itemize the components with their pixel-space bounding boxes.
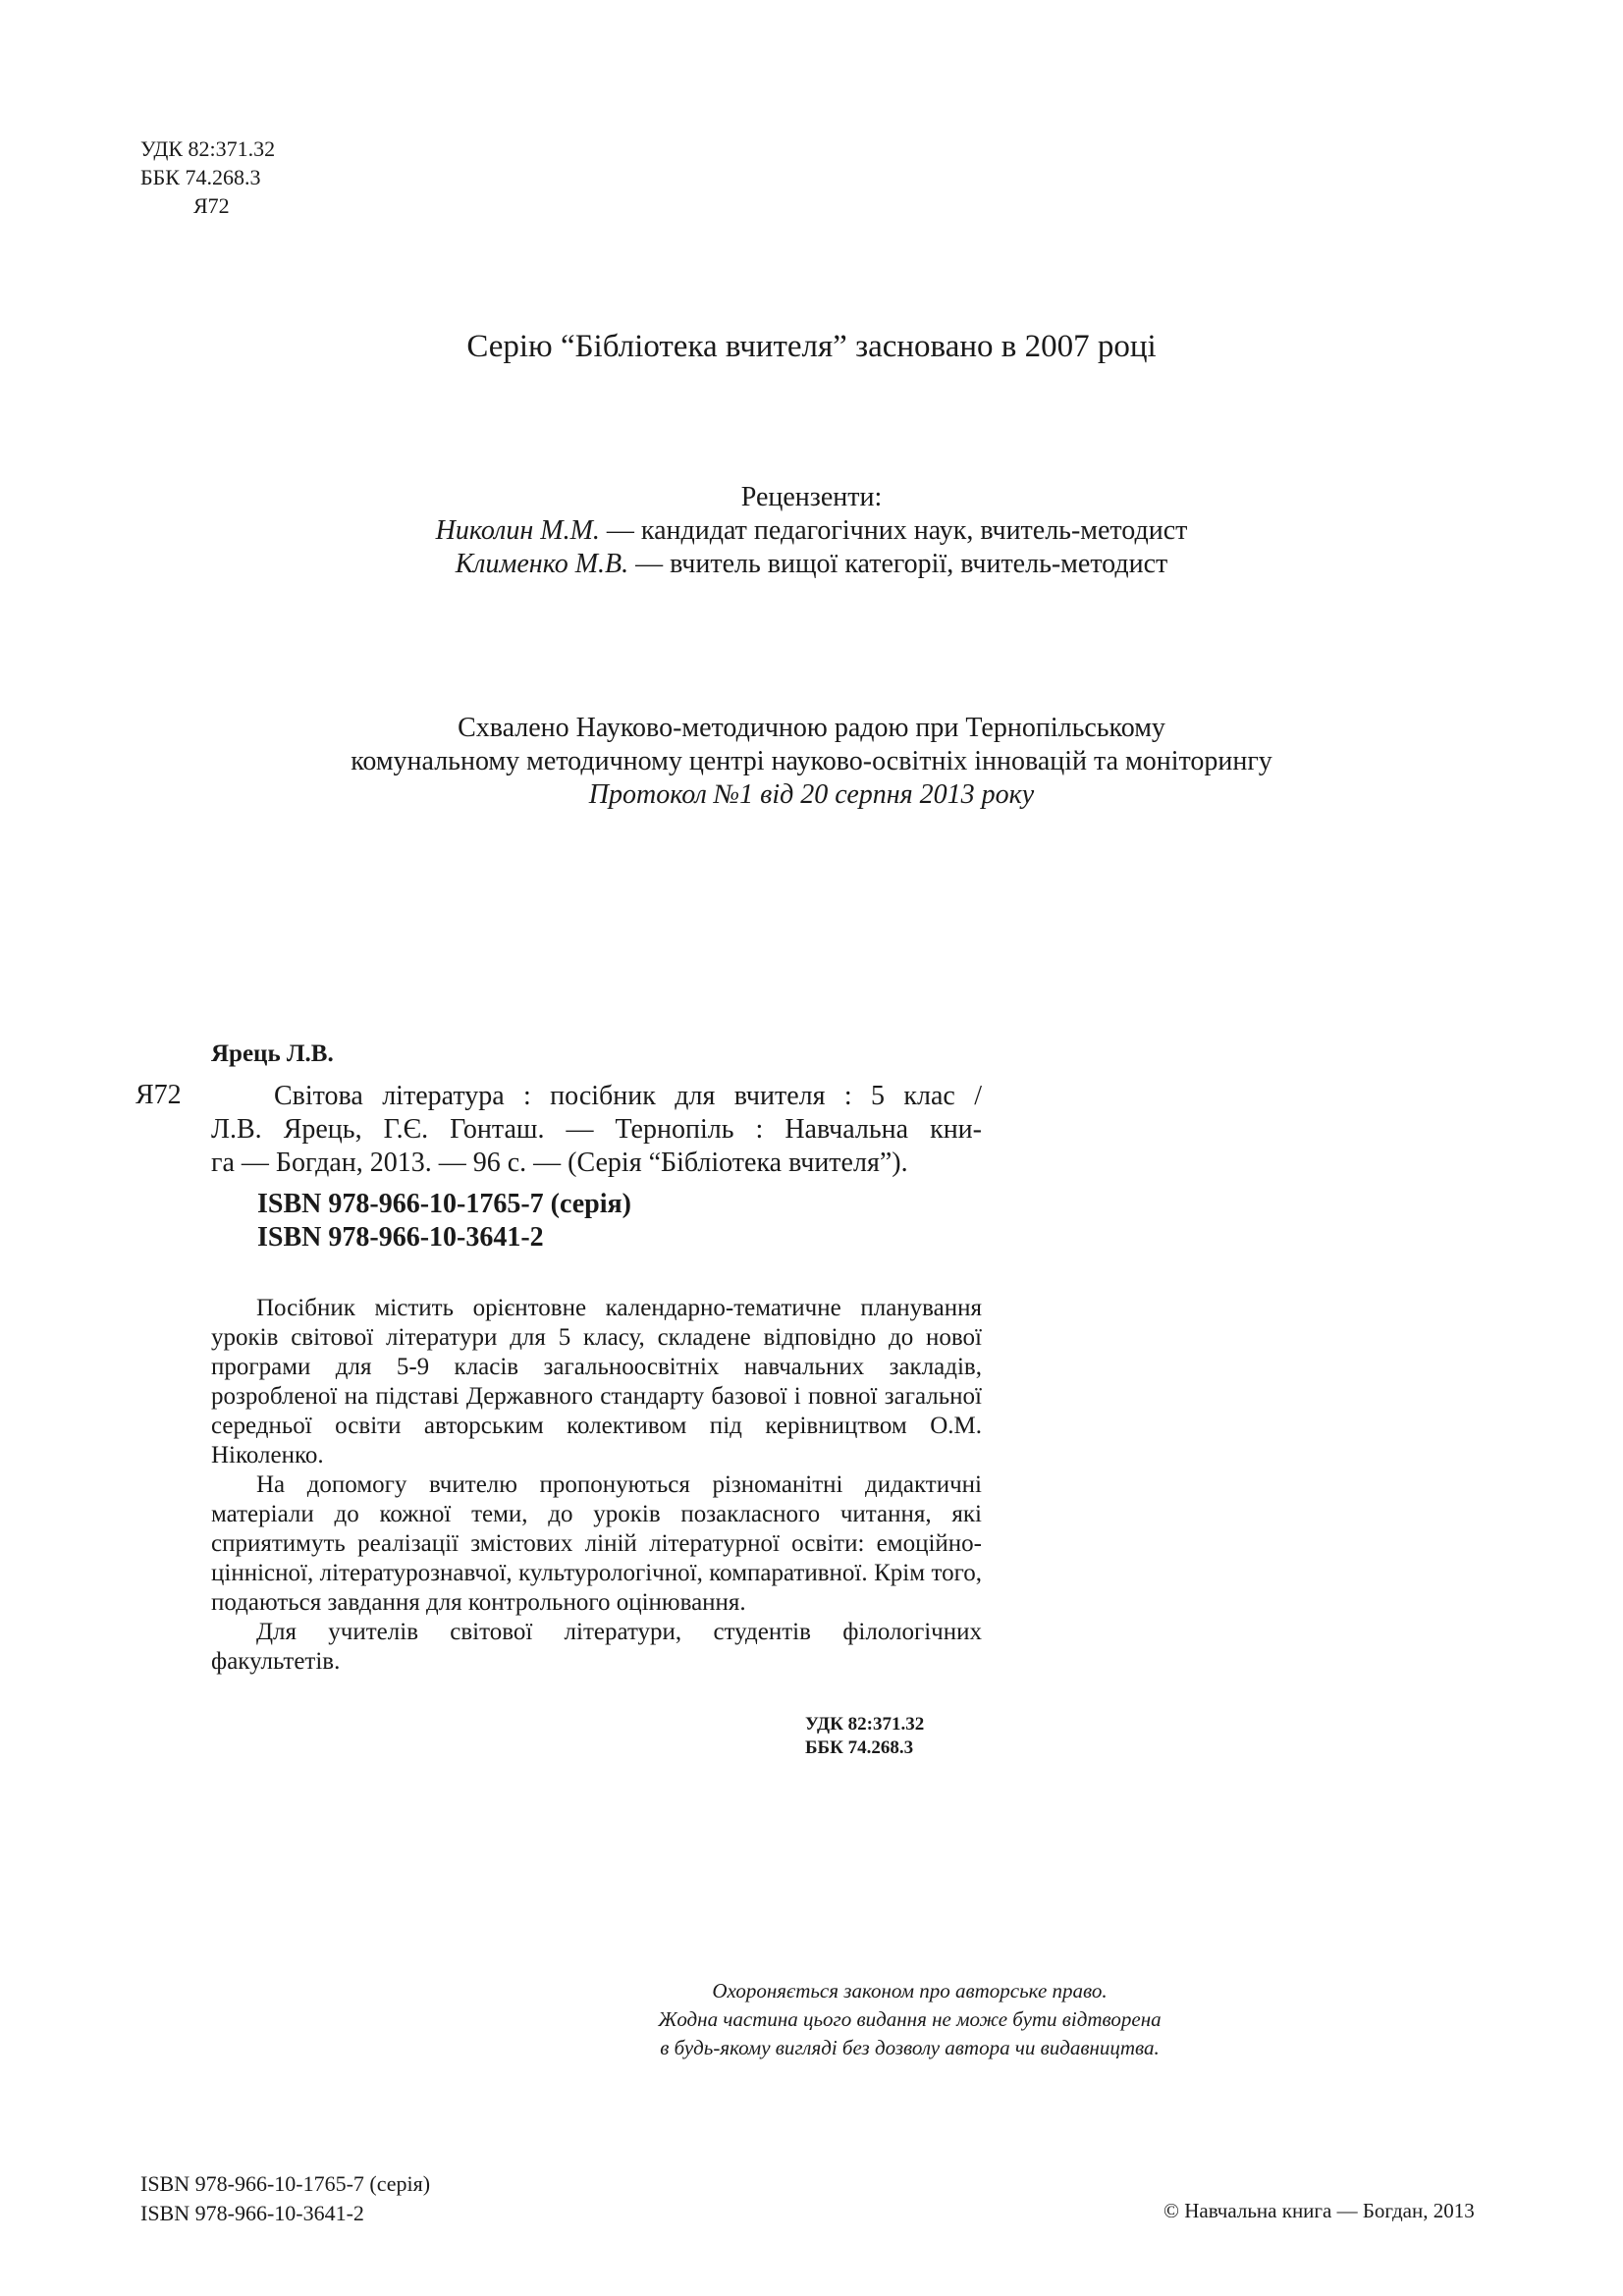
udk-code: УДК 82:371.32 [140,136,276,161]
reviewers-block [0,481,1623,581]
bibliographic-description [211,1080,982,1180]
series-note: Серію “Бібліотека вчителя” засновано в 2007 році [466,329,1157,364]
reviewer-2-name: Клименко М.В. [455,549,629,579]
annotation-paragraph-2: На допомогу вчителю пропонуються різноманітні дидактичні матеріали до кожної теми, до уроків позакласного читання, які сприятимуть реалізації змістових ліній літературної освіти: емоційно-ціннісної, літературознавчої, культурологічної, компаративної. Крім того, подаються завдання для контрольного оцінювання. [211,1471,982,1616]
bib-line-1: Світова література : посібник для вчителя : 5 клас / [274,1081,982,1111]
approval-line-1: Схвалено Науково-методичною радою при Тернопільському [458,713,1165,743]
copyright-line-2: Жодна частина цього видання не може бути відтворена [658,2007,1162,2031]
copyright-line-3: в будь-якому вигляді без дозволу автора чи видавництва. [660,2036,1160,2059]
reviewer-1 [0,514,1623,548]
approval-line-2: комунальному методичному центрі науково-освітніх інновацій та моніторингу [351,746,1272,776]
annotation-paragraph-1: Посібник містить орієнтовне календарно-тематичне планування уроків світової літератури для 5 класу, складене відповідно до нової програми для 5-9 класів загальноосвітніх навчальних закладів, розробленої на підставі Державного стандарту базової і повної загальної середньої освіти авторським колективом під керівництвом О.М. Ніколенко. [211,1295,982,1468]
annotation [211,1294,982,1677]
bbk-code: ББК 74.268.3 [140,165,261,189]
udk-block-right [805,1713,924,1760]
reviewer-2-desc: — вчитель вищої категорії, вчитель-методист [628,549,1168,579]
bib-line-3: га — Богдан, 2013. — 96 с. — (Серія “Бібліотека вчителя”). [211,1148,908,1178]
approval-protocol: Протокол №1 від 20 серпня 2013 року [588,779,1035,810]
reviewer-1-name: Николин М.М. [435,515,600,546]
copyright-notice [0,1977,1623,2062]
copyright-line-1: Охороняється законом про авторське право. [712,1979,1108,2002]
catalog-index: Я72 [135,1080,182,1110]
approval-block [0,712,1623,812]
reviewers-heading: Рецензенти: [740,482,883,512]
isbn-series-bottom: ISBN 978-966-10-1765-7 (серія) [140,2171,431,2196]
isbn-block-bottom [140,2169,430,2228]
udk-block-top [140,134,275,220]
publisher-copyright: © Навчальна книга — Богдан, 2013 [1163,2199,1475,2222]
reviewer-1-desc: — кандидат педагогічних наук, вчитель-методист [599,515,1188,546]
udk-code-right: УДК 82:371.32 [805,1714,925,1735]
catalog-isbn-block [257,1188,631,1255]
reviewer-2 [0,548,1623,581]
catalog-isbn-book: ISBN 978-966-10-3641-2 [257,1222,544,1253]
bbk-code-right: ББК 74.268.3 [805,1737,914,1758]
catalog-isbn-series: ISBN 978-966-10-1765-7 (серія) [257,1189,632,1219]
isbn-book-bottom: ISBN 978-966-10-3641-2 [140,2201,364,2225]
catalog-author: Ярець Л.В. [211,1041,334,1067]
annotation-paragraph-3: Для учителів світової літератури, студентів філологічних факультетів. [211,1619,982,1675]
bib-line-2: Л.В. Ярець, Г.Є. Гонташ. — Тернопіль : Навчальна кни- [211,1114,982,1145]
author-index: Я72 [193,193,230,218]
